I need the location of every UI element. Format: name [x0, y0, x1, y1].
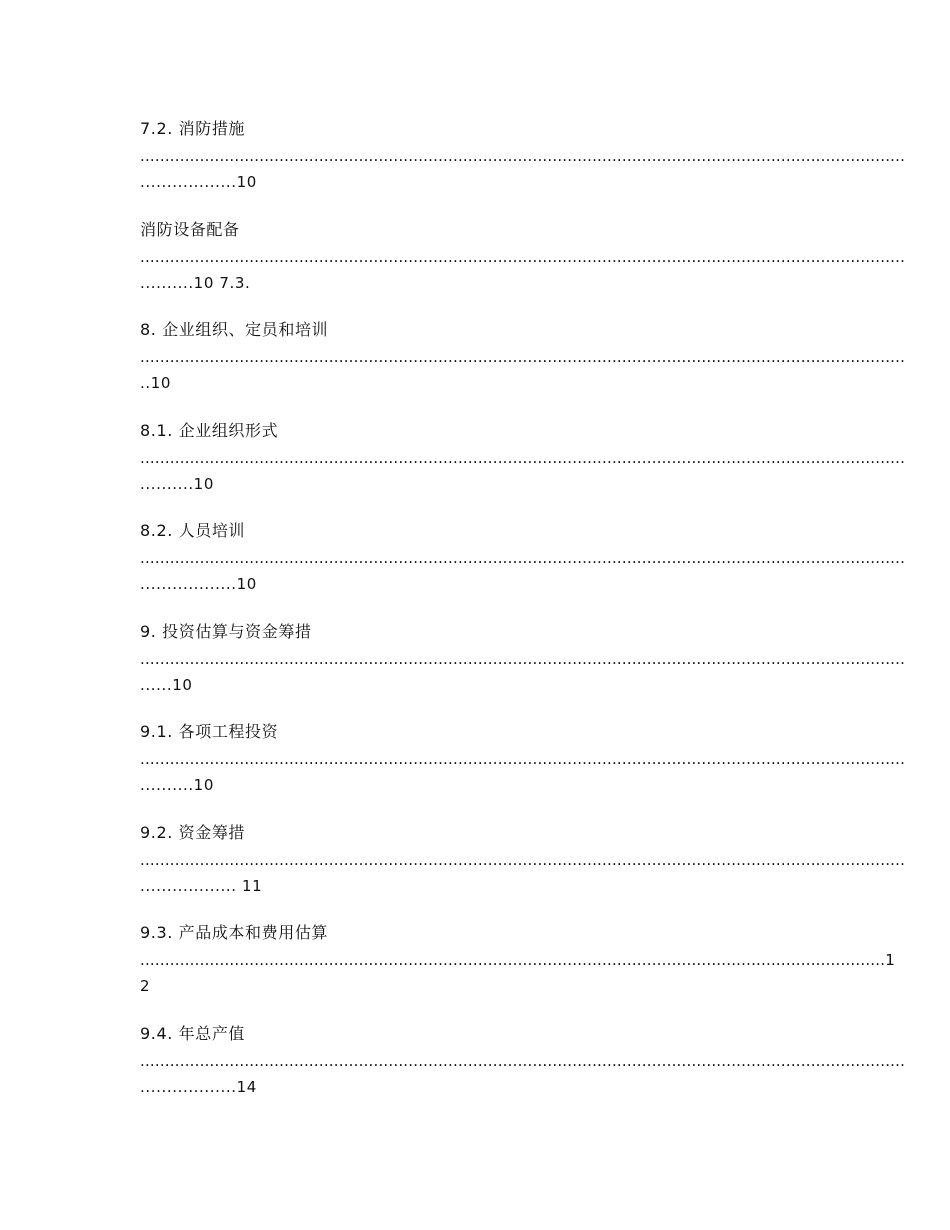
toc-entry-leader: .......................................................................................................................................................... [140, 750, 906, 768]
toc-entry [140, 620, 906, 721]
toc-entry [140, 419, 906, 520]
toc-entry [140, 117, 906, 218]
toc-entry-page-number: 2 [140, 977, 151, 995]
toc-entry-leader: .......................................................................................................................................................... [140, 348, 906, 366]
toc-entry-title: 7.2. 消防措施 [140, 119, 246, 138]
toc-entry-page-number: ..................10 [140, 173, 257, 191]
toc-entry-leader: ......................................................................................................................................................1 [140, 951, 895, 969]
toc-entry-leader: .......................................................................................................................................................... [140, 147, 906, 165]
toc-entry-leader: .......................................................................................................................................................... [140, 1051, 906, 1070]
toc-entry [140, 821, 906, 922]
toc-entry-title: 9.1. 各项工程投资 [140, 722, 279, 741]
toc-entry-page-number: ..........10 [140, 776, 214, 794]
toc-entry [140, 720, 906, 821]
toc-entry [140, 318, 906, 419]
toc-entry-page-number: ..........10 7.3. [140, 273, 251, 292]
toc-entry-leader: .......................................................................................................................................................... [140, 850, 906, 869]
toc-entry-leader: .......................................................................................................................................................... [140, 247, 906, 266]
toc-entry-leader: .......................................................................................................................................................... [140, 649, 906, 668]
toc-entry-page-number: ......10 [140, 675, 193, 694]
toc-entry-title: 9. 投资估算与资金筹措 [140, 621, 312, 641]
toc-entry [140, 519, 906, 620]
toc-entry-page-number: ..................14 [140, 1077, 257, 1096]
toc-entry-page-number: ..10 [140, 374, 172, 392]
toc-entry-title: 9.4. 年总产值 [140, 1023, 246, 1043]
toc-entry-title: 9.2. 资金筹措 [140, 822, 246, 842]
toc-entry-title: 8.2. 人员培训 [140, 521, 246, 540]
toc-entry-page-number: ..................10 [140, 575, 257, 593]
table-of-contents [140, 117, 906, 1122]
toc-entry [140, 921, 895, 1022]
toc-entry-title: 9.3. 产品成本和费用估算 [140, 923, 329, 942]
toc-entry-page-number: ..........10 [140, 474, 214, 493]
toc-entry [140, 1022, 906, 1123]
toc-entry-leader: .......................................................................................................................................................... [140, 448, 906, 467]
toc-entry-title: 8.1. 企业组织形式 [140, 420, 279, 440]
toc-entry-leader: .......................................................................................................................................................... [140, 549, 906, 567]
toc-entry-title: 8. 企业组织、定员和培训 [140, 320, 329, 339]
toc-entry-page-number: .................. 11 [140, 876, 263, 895]
toc-entry-title: 消防设备配备 [140, 219, 240, 239]
toc-entry [140, 218, 906, 319]
